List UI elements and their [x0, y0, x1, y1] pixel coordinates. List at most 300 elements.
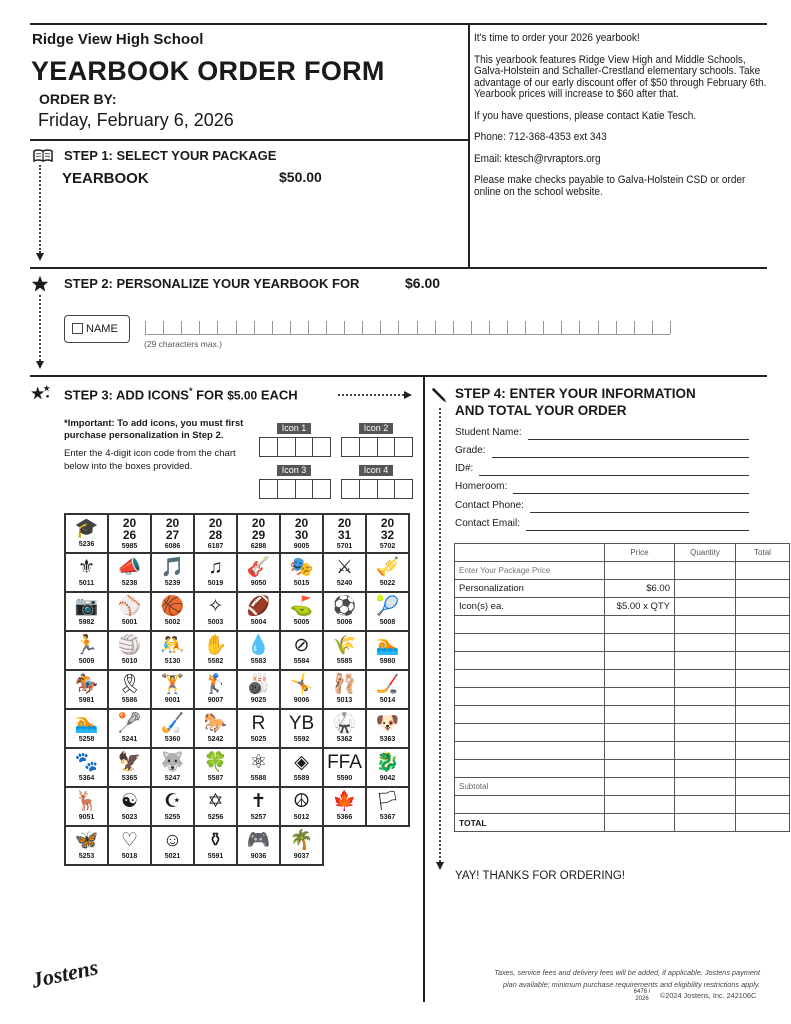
name-char-box[interactable]: [670, 321, 671, 334]
icon-glyph: 🏒: [375, 674, 400, 695]
line-item-total[interactable]: [736, 598, 790, 616]
important-note: *Important: To add icons, you must first purchase personalization in Step 2.: [64, 418, 244, 441]
name-char-box[interactable]: [417, 321, 418, 334]
icon-cell: [280, 826, 323, 865]
table-cell: [455, 760, 605, 778]
name-char-box[interactable]: [471, 321, 472, 334]
name-char-box[interactable]: [543, 321, 544, 334]
name-char-box[interactable]: [380, 321, 381, 334]
blank-row: [455, 670, 790, 688]
line-item-quantity[interactable]: [675, 562, 736, 580]
header-total[interactable]: Total: [736, 544, 790, 562]
icon-glyph: FFA: [327, 752, 362, 773]
header-price[interactable]: Price: [605, 544, 675, 562]
icon-code: 5256: [207, 814, 224, 821]
icon-code: 5008: [379, 619, 396, 626]
name-char-box[interactable]: [290, 321, 291, 334]
table-cell[interactable]: [675, 634, 736, 652]
icon-code: 5982: [78, 619, 95, 626]
icon-glyph: 🎭: [289, 557, 314, 578]
icon-glyph: ⚜: [77, 557, 96, 578]
step2-title: STEP 2: PERSONALIZE YOUR YEARBOOK FOR: [64, 276, 360, 291]
table-cell[interactable]: [675, 688, 736, 706]
table-cell[interactable]: [736, 670, 790, 688]
name-char-box[interactable]: [308, 321, 309, 334]
icon-cell: [65, 631, 108, 670]
total-total[interactable]: [736, 814, 790, 832]
icon-code: 5367: [379, 814, 396, 821]
name-char-box[interactable]: [254, 321, 255, 334]
step4-title-line2: AND TOTAL YOUR ORDER: [455, 403, 627, 418]
name-char-box[interactable]: [272, 321, 273, 334]
name-char-box[interactable]: [525, 321, 526, 334]
icon-code: 5009: [78, 658, 95, 665]
icon-code: 5013: [336, 697, 353, 704]
icon-cell: [151, 748, 194, 787]
icon-glyph: 20 29: [251, 516, 266, 542]
icon-code: 6288: [250, 543, 267, 550]
icon-code: 6086: [164, 543, 181, 550]
icon-code: 5591: [207, 853, 224, 860]
table-cell[interactable]: [675, 616, 736, 634]
table-cell: [455, 670, 605, 688]
icon-code: 5011: [78, 580, 95, 587]
table-cell[interactable]: [736, 616, 790, 634]
icon-glyph: ✡: [207, 791, 224, 812]
icon-glyph: 🎾: [375, 596, 400, 617]
icon-code: 5360: [164, 736, 181, 743]
total-label: TOTAL: [455, 814, 605, 832]
icon-cell: [194, 826, 237, 865]
icon-code: 5010: [121, 658, 138, 665]
icon-cell: [108, 631, 151, 670]
icon-code: 5023: [121, 814, 138, 821]
table-cell[interactable]: [675, 760, 736, 778]
icon1-label: Icon 1: [277, 423, 311, 434]
icon-price: $5.00: [227, 388, 258, 403]
fine-print-line2: plan available; minimum purchase requirements and eligibility restrictions apply.: [503, 980, 760, 989]
icon-glyph: 🏀: [160, 596, 185, 617]
icon-cell: [151, 709, 194, 748]
name-char-box[interactable]: [598, 321, 599, 334]
icon-glyph: 🍁: [332, 791, 357, 812]
name-char-box[interactable]: [561, 321, 562, 334]
line-item-total[interactable]: [736, 580, 790, 598]
name-char-box[interactable]: [435, 321, 436, 334]
table-cell[interactable]: [675, 796, 736, 814]
icon-glyph: ☮: [292, 791, 311, 812]
icon-code: 5980: [379, 658, 396, 665]
icon-cell: [323, 514, 366, 553]
icon1-code-boxes[interactable]: [259, 437, 331, 457]
step4-title: STEP 4: ENTER YOUR INFORMATION: [455, 386, 696, 401]
icon-cell: [323, 592, 366, 631]
subtotal-price[interactable]: [605, 778, 675, 796]
icon-cell: [151, 592, 194, 631]
icon-glyph: 🐶: [375, 713, 400, 734]
name-char-box[interactable]: [489, 321, 490, 334]
icon-code: 9036: [250, 853, 267, 860]
icon-code: 5363: [379, 736, 396, 743]
icon-code: 5366: [336, 814, 353, 821]
total-row: [455, 814, 790, 832]
icon-cell: [366, 748, 409, 787]
icon-glyph: 📷: [74, 596, 99, 617]
icon2-label: Icon 2: [359, 423, 393, 434]
step3-dotted-line: [338, 394, 404, 396]
info-field[interactable]: [455, 463, 750, 474]
table-cell[interactable]: [605, 706, 675, 724]
line-item-quantity[interactable]: [675, 580, 736, 598]
blank-row: [455, 760, 790, 778]
fine-print-line1: Taxes, service fees and delivery fees will be added, if applicable. Jostens payment: [494, 968, 760, 977]
icon-cell: [237, 553, 280, 592]
icon-code: 5981: [78, 697, 95, 704]
form-code: 6476 / 2026: [633, 989, 651, 1002]
icon-cell: [323, 631, 366, 670]
name-char-box[interactable]: [181, 321, 182, 334]
icon-glyph: 🏋: [160, 674, 185, 695]
character-limit-note: (29 characters max.): [144, 339, 222, 349]
table-cell[interactable]: [605, 724, 675, 742]
icon-cell: [280, 631, 323, 670]
table-cell: [455, 742, 605, 760]
icon-cell: [366, 631, 409, 670]
table-cell[interactable]: [605, 652, 675, 670]
icon-cell: [194, 787, 237, 826]
icon-code: 5003: [207, 619, 224, 626]
step2-dotted-line: [39, 295, 41, 361]
table-cell[interactable]: [736, 688, 790, 706]
table-cell: [455, 652, 605, 670]
icon-chart-row: [65, 670, 409, 709]
icon-cell: [108, 592, 151, 631]
step2-arrow: [36, 361, 44, 369]
icon-cell: [108, 670, 151, 709]
info-field[interactable]: [455, 500, 750, 511]
icon-cell: [280, 514, 323, 553]
icon-glyph: ☯: [120, 791, 139, 812]
icon-cell: [237, 514, 280, 553]
name-char-box[interactable]: [652, 321, 653, 334]
icon-glyph: 🏳: [375, 791, 400, 812]
step4-dotted-line: [439, 408, 441, 862]
table-cell[interactable]: [605, 634, 675, 652]
table-cell[interactable]: [675, 706, 736, 724]
icon-code: 9050: [250, 580, 267, 587]
step3-title-a: STEP 3: ADD ICONS: [64, 387, 189, 403]
info-field-label: Grade:: [455, 445, 486, 456]
name-char-box[interactable]: [163, 321, 164, 334]
form-title: YEARBOOK ORDER FORM: [31, 56, 385, 86]
icon-glyph: 🐎: [203, 713, 228, 734]
icon-cell: [237, 709, 280, 748]
name-char-box[interactable]: [398, 321, 399, 334]
name-char-box[interactable]: [344, 321, 345, 334]
icon-code: 5240: [336, 580, 353, 587]
icon-glyph: 🐉: [375, 752, 400, 773]
icon-code: 5247: [164, 775, 181, 782]
name-char-box[interactable]: [145, 321, 146, 334]
icon-cell: [237, 748, 280, 787]
icon-code: 5236: [78, 541, 95, 548]
icon-cell: [323, 670, 366, 709]
table-cell: [455, 616, 605, 634]
icon-code: 9001: [164, 697, 181, 704]
icon-glyph: 🌾: [332, 635, 357, 656]
subtotal-row: [455, 778, 790, 796]
icon-glyph: ✋: [203, 635, 228, 656]
name-char-box[interactable]: [362, 321, 363, 334]
icon-glyph: 🐾: [74, 752, 99, 773]
subtotal-total[interactable]: [736, 778, 790, 796]
icon4-label: Icon 4: [359, 465, 393, 476]
icon-instructions: Enter the 4-digit icon code from the chart below into the boxes provided.: [64, 448, 236, 472]
icon-code: 5585: [336, 658, 353, 665]
info-checks: Please make checks payable to Galva-Holstein CSD or order online on the school website.: [474, 174, 746, 198]
name-char-box[interactable]: [236, 321, 237, 334]
thanks-message: YAY! THANKS FOR ORDERING!: [455, 870, 625, 882]
icon-cell: [151, 826, 194, 865]
table-cell: [455, 688, 605, 706]
icon-glyph: 🤸: [289, 674, 314, 695]
table-cell[interactable]: [605, 760, 675, 778]
icon-cell: [366, 514, 409, 553]
icon-code: 5583: [250, 658, 267, 665]
icon-chart-row: [65, 826, 409, 865]
icon-glyph: 🥋: [332, 713, 357, 734]
icon-glyph: ⚽: [332, 596, 357, 617]
icon-code: 5242: [207, 736, 224, 743]
name-char-box[interactable]: [634, 321, 635, 334]
icon-code: 5021: [164, 853, 181, 860]
icon-cell: [323, 553, 366, 592]
icon-code: 5005: [293, 619, 310, 626]
icon-cell: [366, 592, 409, 631]
order-total-table: [454, 543, 790, 832]
icon-code: 5255: [164, 814, 181, 821]
package-price: $50.00: [279, 169, 322, 185]
info-field[interactable]: [455, 481, 750, 492]
info-field-line[interactable]: [530, 512, 749, 513]
icon-glyph: 🦋: [74, 830, 99, 851]
icon-code: 5582: [207, 658, 224, 665]
step3-top-rule: [30, 375, 767, 377]
line-item-price[interactable]: $6.00: [605, 580, 675, 598]
icon-cell: [108, 748, 151, 787]
icon-cell: [323, 748, 366, 787]
icon-glyph: 🏇: [74, 674, 99, 695]
table-cell[interactable]: [675, 652, 736, 670]
icon-code: 5253: [78, 853, 95, 860]
jostens-logo: Jostens: [29, 954, 101, 993]
icon-cell: [366, 787, 409, 826]
icon-chart-row: [65, 592, 409, 631]
icon-chart-row: [65, 787, 409, 826]
info-field[interactable]: [455, 445, 750, 456]
icon-code: 5590: [336, 775, 353, 782]
blank-row: [455, 742, 790, 760]
icon-cell: [151, 631, 194, 670]
icon-code: 5589: [293, 775, 310, 782]
name-char-box[interactable]: [217, 321, 218, 334]
table-cell[interactable]: [605, 796, 675, 814]
icon-glyph: 🏊: [375, 635, 400, 656]
icon-code: 5702: [379, 543, 396, 550]
icon-cell: [151, 670, 194, 709]
icon-code: 5239: [164, 580, 181, 587]
table-cell[interactable]: [675, 670, 736, 688]
icon-cell: [65, 670, 108, 709]
icon-cell: [280, 748, 323, 787]
info-field[interactable]: [455, 427, 750, 438]
icon2-code-boxes[interactable]: [341, 437, 413, 457]
line-item-quantity[interactable]: [675, 598, 736, 616]
icon-glyph: 🏃: [74, 635, 99, 656]
name-char-box[interactable]: [453, 321, 454, 334]
icon-glyph: 🎳: [246, 674, 271, 695]
icon-code: 5002: [164, 619, 181, 626]
table-cell[interactable]: [736, 724, 790, 742]
table-cell[interactable]: [736, 760, 790, 778]
icon-glyph: 🏈: [246, 596, 271, 617]
step4-arrow: [436, 862, 444, 870]
icon-glyph: 20 28: [208, 516, 223, 542]
icon-glyph: 🎸: [246, 557, 271, 578]
info-field-label: ID#:: [455, 463, 474, 474]
table-cell[interactable]: [605, 688, 675, 706]
table-cell: [455, 724, 605, 742]
personalization-price: $6.00: [405, 275, 441, 291]
icon3-code-boxes[interactable]: [259, 479, 331, 499]
icon-glyph: 🌴: [289, 830, 314, 851]
icon-code: 5130: [164, 658, 181, 665]
order-by-date: Friday, February 6, 2026: [38, 110, 234, 130]
icon-glyph: 🎺: [375, 557, 400, 578]
icon-glyph: ☪: [163, 791, 182, 812]
name-checkbox[interactable]: [64, 315, 130, 343]
icon-glyph: ☺: [162, 830, 183, 851]
icon-cell: [151, 553, 194, 592]
icon-cell: [65, 709, 108, 748]
info-phone: Phone: 712-368-4353 ext 343: [474, 131, 607, 143]
icon-code: 5701: [336, 543, 353, 550]
icon-code: 9025: [250, 697, 267, 704]
info-field-label: Homeroom:: [455, 481, 508, 492]
info-contact: If you have questions, please contact Katie Tesch.: [474, 109, 697, 122]
icon-glyph: ⚾: [117, 596, 142, 617]
name-char-box[interactable]: [326, 321, 327, 334]
icon-cell: [280, 670, 323, 709]
icon-glyph: 📣: [117, 557, 142, 578]
step1-dotted-line: [39, 165, 41, 253]
info-field-line[interactable]: [528, 439, 749, 440]
name-char-box[interactable]: [579, 321, 580, 334]
table-cell[interactable]: [605, 670, 675, 688]
info-panel: [474, 33, 773, 208]
info-field-line[interactable]: [479, 475, 749, 476]
icon-cell: [194, 514, 237, 553]
icon-code: 9042: [379, 775, 396, 782]
total-quantity[interactable]: [675, 814, 736, 832]
icon-glyph: 20 30: [294, 516, 309, 542]
book-icon: [33, 149, 53, 162]
icon-code: 5584: [293, 658, 310, 665]
icon-code: 5006: [336, 619, 353, 626]
line-item-total[interactable]: [736, 562, 790, 580]
checkbox-square[interactable]: [72, 323, 83, 334]
icon-code: 5019: [207, 580, 224, 587]
table-cell[interactable]: [736, 634, 790, 652]
table-cell[interactable]: [675, 742, 736, 760]
icon-glyph: 20 26: [122, 516, 137, 542]
icon4-code-boxes[interactable]: [341, 479, 413, 499]
name-char-box[interactable]: [616, 321, 617, 334]
icon-glyph: 20 31: [337, 516, 352, 542]
icon-code: 5257: [250, 814, 267, 821]
line-item-price[interactable]: [605, 562, 675, 580]
subtotal-quantity[interactable]: [675, 778, 736, 796]
icon-code: 5362: [336, 736, 353, 743]
icon-glyph: ♫: [208, 557, 223, 578]
icon-code: 9051: [78, 814, 95, 821]
total-price[interactable]: [605, 814, 675, 832]
icon-glyph: 🏊: [74, 713, 99, 734]
table-cell[interactable]: [675, 724, 736, 742]
line-item-row: [455, 580, 790, 598]
icon-chart-row: [65, 514, 409, 553]
icon-cell: [65, 748, 108, 787]
table-cell[interactable]: [605, 616, 675, 634]
info-field-line[interactable]: [526, 530, 749, 531]
table-cell[interactable]: [605, 742, 675, 760]
icon-cell: [194, 670, 237, 709]
icon-chart-row: [65, 748, 409, 787]
table-cell[interactable]: [736, 742, 790, 760]
step2-top-rule: [30, 267, 767, 269]
step3-title-b: FOR: [196, 387, 224, 403]
name-char-box[interactable]: [507, 321, 508, 334]
icon-code: 6187: [207, 543, 224, 550]
pencil-icon: [431, 386, 449, 404]
table-cell[interactable]: [736, 706, 790, 724]
icon-chart-row: [65, 553, 409, 592]
icon3-label: Icon 3: [277, 465, 311, 476]
info-field[interactable]: [455, 518, 750, 529]
name-char-box[interactable]: [199, 321, 200, 334]
line-item-price[interactable]: $5.00 x QTY: [605, 598, 675, 616]
icon-cell: [237, 826, 280, 865]
table-cell[interactable]: [736, 796, 790, 814]
subtotal-label: Subtotal: [455, 778, 605, 796]
info-email: Email: ktesch@rvraptors.org: [474, 152, 601, 165]
line-item-label: Icon(s) ea.: [455, 598, 605, 616]
info-field-line[interactable]: [513, 493, 749, 494]
icon-code: 5258: [78, 736, 95, 743]
icon-cell: [108, 553, 151, 592]
icon-code: 9007: [207, 697, 224, 704]
icon-code: 5001: [121, 619, 138, 626]
icon-chart-row: [65, 709, 409, 748]
table-cell[interactable]: [736, 652, 790, 670]
icon-cell: [237, 592, 280, 631]
info-field-line[interactable]: [492, 457, 749, 458]
icon-glyph: 🎓: [74, 518, 99, 539]
line-item-label: Enter Your Package Price: [455, 562, 605, 580]
icon-code: 5592: [293, 736, 310, 743]
header-quantity[interactable]: Quantity: [675, 544, 736, 562]
icon-code: 5014: [379, 697, 396, 704]
